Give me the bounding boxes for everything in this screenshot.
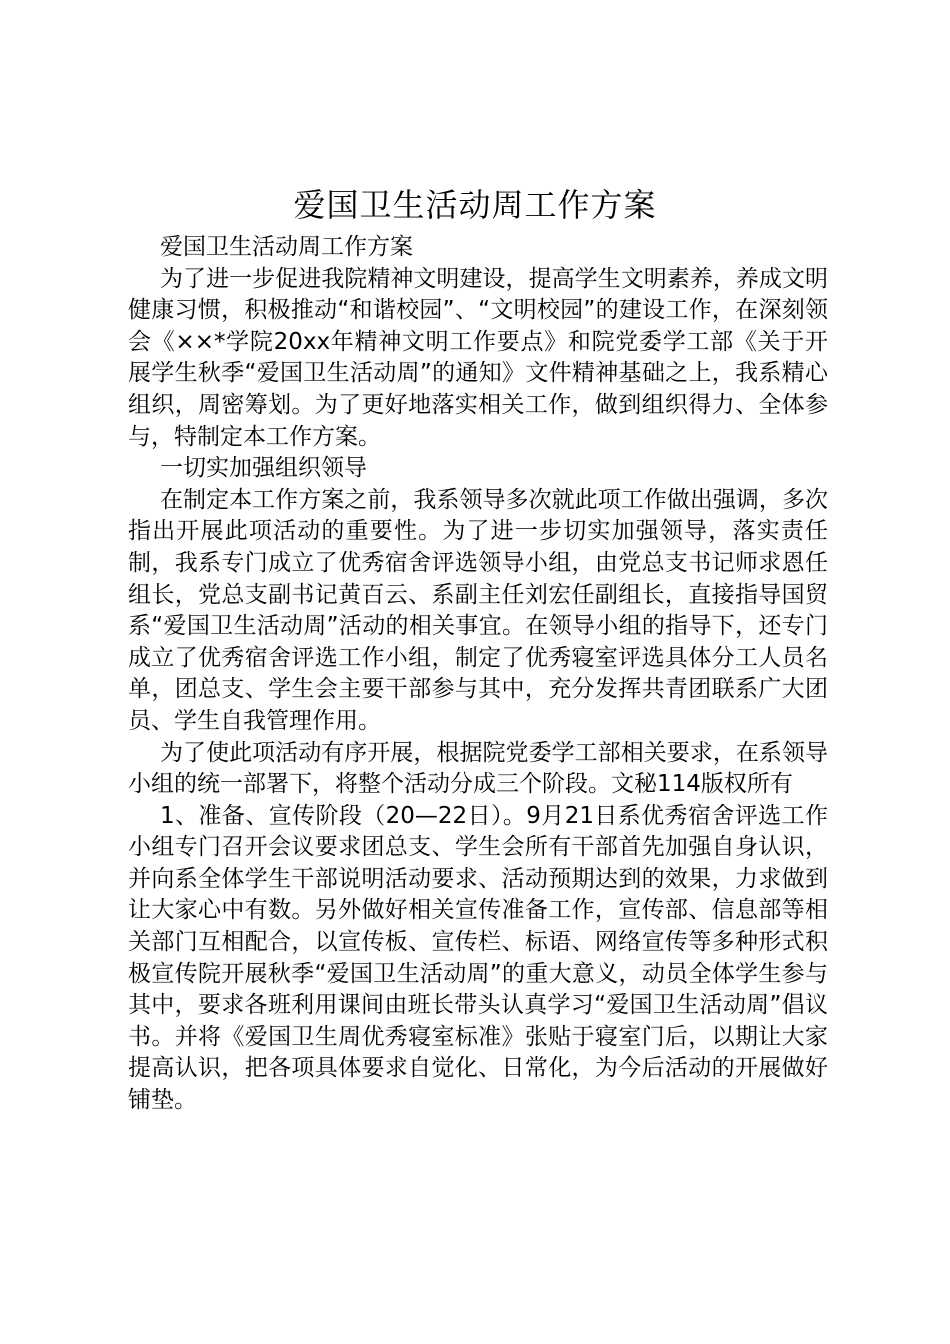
document-body	[128, 232, 828, 1117]
document-title: 爱国卫生活动周工作方案	[293, 186, 657, 224]
paragraph-subtitle: 爱国卫生活动周工作方案	[160, 234, 413, 260]
paragraph-stages: 为了使此项活动有序开展，根据院党委学工部相关要求，在系领导小组的统一部署下，将整个活动分成三个阶段。文秘114版权所有	[128, 739, 828, 798]
paragraph-preparation-stage: 1、准备、宣传阶段（20—22日）。9月21日系优秀宿舍评选工作小组专门召开会议要求团总支、学生会所有干部首先加强自身认识，并向系全体学生干部说明活动要求、活动预期达到的效果，力求做到让大家心中有数。另外做好相关宣传准备工作，宣传部、信息部等相关部门互相配合，以宣传板、宣传栏、标语、网络宣传等多种形式积极宣传院开展秋季“爱国卫生活动周”的重大意义，动员全体学生参与其中，要求各班利用课间由班长带头认真学习“爱国卫生活动周”倡议书。并将《爱国卫生周优秀寝室标准》张贴于寝室门后，以期让大家提高认识，把各项具体要求自觉化、日常化，为今后活动的开展做好铺垫。	[128, 802, 828, 1114]
paragraph-leadership: 在制定本工作方案之前，我系领导多次就此项工作做出强调，多次指出开展此项活动的重要性。为了进一步切实加强领导，落实责任制，我系专门成立了优秀宿舍评选领导小组，由党总支书记师求恩任组长，党总支副书记黄百云、系副主任刘宏任副组长，直接指导国贸系“爱国卫生活动周”活动的相关事宜。在领导小组的指导下，还专门成立了优秀宿舍评选工作小组，制定了优秀寝室评选具体分工人员名单，团总支、学生会主要干部参与其中，充分发挥共青团联系广大团员、学生自我管理作用。	[128, 486, 828, 734]
paragraph-section-heading: 一切实加强组织领导	[160, 455, 367, 482]
paragraph-intro: 为了进一步促进我院精神文明建设，提高学生文明素养，养成文明健康习惯，积极推动“和谐校园”、“文明校园”的建设工作，在深刻领会《××*学院20xx年精神文明工作要点》和院党委学工部《关于开展学生秋季“爱国卫生活动周”的通知》文件精神基础之上，我系精心组织，周密筹划。为了更好地落实相关工作，做到组织得力、全体参与，特制定本工作方案。	[128, 265, 828, 450]
